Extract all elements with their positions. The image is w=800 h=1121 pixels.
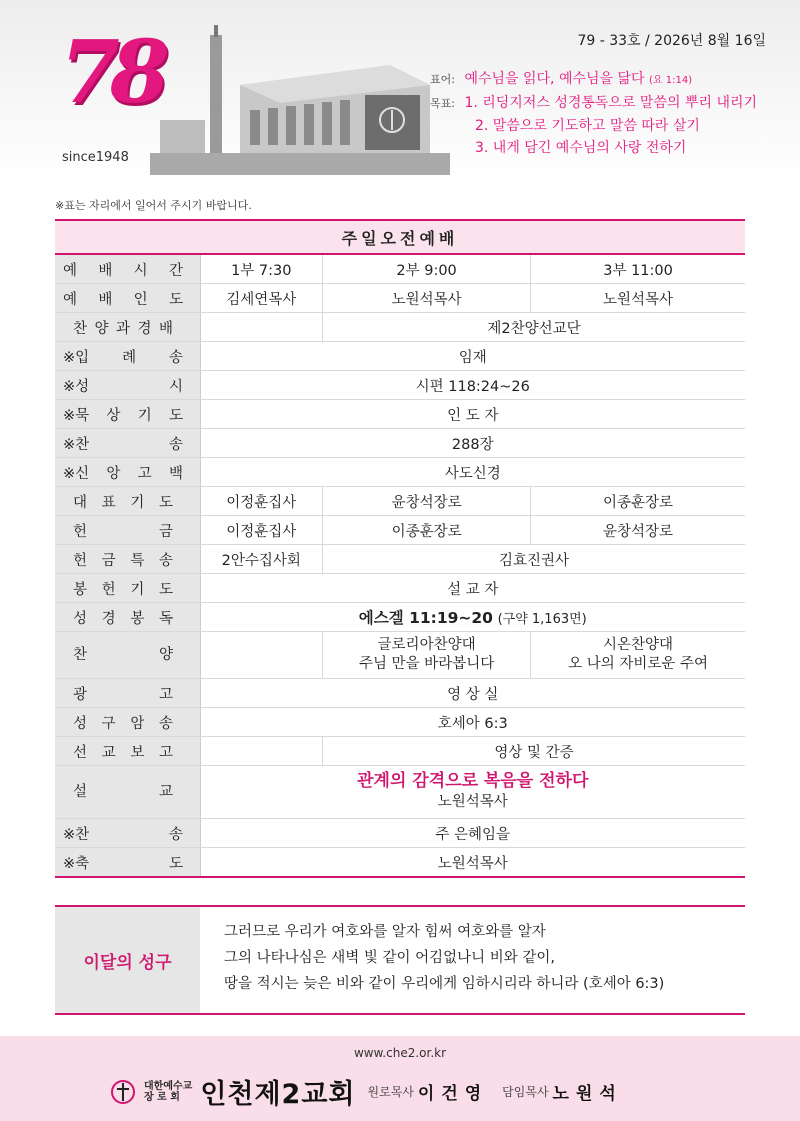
row-label-text: 예 배 시 간 (63, 262, 183, 279)
goal-1: 1. 리딩지저스 성경통독으로 말씀의 뿌리 내리기 (464, 95, 758, 111)
table-row (55, 679, 745, 708)
row-label-text: 봉 헌 기 도 (73, 581, 173, 598)
table-cell (200, 313, 323, 342)
table-cell: 주 은혜임을 (200, 819, 745, 848)
denomination-bottom: 장 로 회 (144, 1091, 180, 1103)
row-label (55, 313, 200, 342)
scripture-page: (구약 1,163면) (497, 612, 587, 627)
row-label-text: 예 배 인 도 (63, 291, 183, 308)
row-label (55, 819, 200, 848)
monthly-verse-label: 이달의 성구 (55, 907, 200, 1013)
row-label-text: ※축 도 (63, 855, 183, 872)
row-label (55, 603, 200, 632)
church-name: 인천제2교회 (200, 1079, 356, 1110)
table-cell: 288장 (200, 429, 745, 458)
table-cell: 영상 및 간증 (323, 737, 745, 766)
table-cell: 노원석목사 (323, 284, 531, 313)
table-cell: 윤창석장로 (531, 516, 745, 545)
table-row (55, 516, 745, 545)
table-row (55, 632, 745, 679)
bulletin-header (0, 0, 800, 185)
goals-label: 목표: (430, 97, 455, 110)
row-label (55, 516, 200, 545)
verse-line: 그의 나타나심은 새벽 빛 같이 어김없나니 비와 같이, (224, 950, 556, 966)
church-emblem-icon (110, 1079, 136, 1105)
table-cell: 이종훈장로 (323, 516, 531, 545)
choir-name: 글로리아찬양대 (377, 637, 476, 653)
table-row (55, 429, 745, 458)
standing-notice: ※표는 자리에서 일어서 주시기 바랍니다. (55, 199, 252, 212)
table-cell: 김효진권사 (323, 545, 745, 574)
verse-line: 그러므로 우리가 여호와를 알자 힘써 여호와를 알자 (224, 924, 546, 940)
row-label (55, 487, 200, 516)
emeritus-label: 원로목사 (367, 1085, 414, 1099)
goal-2: 2. 말씀으로 기도하고 말씀 따라 살기 (475, 118, 700, 134)
row-label (55, 371, 200, 400)
anthem-title: 오 나의 자비로운 주여 (568, 656, 708, 672)
row-label (55, 284, 200, 313)
row-label-text: 대 표 기 도 (73, 494, 173, 511)
table-row (55, 545, 745, 574)
goal-3: 3. 내게 담긴 예수님의 사랑 전하기 (475, 140, 687, 156)
row-label-text: ※신 앙 고 백 (63, 465, 183, 482)
table-cell: 3부 11:00 (531, 254, 745, 284)
anniversary-logo: 78 (60, 22, 160, 123)
table-row (55, 819, 745, 848)
table-cell: 2부 9:00 (323, 254, 531, 284)
church-signature (110, 1072, 637, 1111)
table-cell: 인 도 자 (200, 400, 745, 429)
denomination-top: 대한예수교 (144, 1080, 193, 1092)
row-label-text: ※찬 송 (63, 826, 183, 843)
row-label-text: 성 경 봉 독 (73, 610, 173, 627)
row-label-text: 헌 금 (73, 523, 173, 540)
table-cell (200, 766, 745, 819)
table-cell: 이종훈장로 (531, 487, 745, 516)
emeritus-name: 이건영 (417, 1084, 489, 1104)
monthly-verse (55, 905, 745, 1015)
table-cell: 영 상 실 (200, 679, 745, 708)
row-label-text: ※성 시 (63, 378, 183, 395)
table-cell: 이정훈집사 (200, 487, 323, 516)
table-cell: 윤창석장로 (323, 487, 531, 516)
row-label-text: 헌 금 특 송 (73, 552, 173, 569)
table-row (55, 766, 745, 819)
motto-label: 표어: (430, 73, 455, 86)
row-label (55, 766, 200, 819)
table-cell (323, 632, 531, 679)
row-label (55, 545, 200, 574)
table-row (55, 313, 745, 342)
table-row (55, 458, 745, 487)
table-cell: 사도신경 (200, 458, 745, 487)
motto-text: 예수님을 읽다, 예수님을 닮다 (464, 71, 645, 87)
motto-line (430, 68, 757, 92)
table-row (55, 574, 745, 603)
anthem-title: 주님 만을 바라봅니다 (358, 656, 495, 672)
issue-number: 79 - 33호 / 2026년 8월 16일 (577, 33, 766, 49)
preacher: 노원석목사 (437, 794, 508, 810)
table-cell (200, 603, 745, 632)
row-label (55, 400, 200, 429)
bulletin-footer (0, 1036, 800, 1121)
table-row (55, 487, 745, 516)
row-label (55, 632, 200, 679)
row-label-text: 선 교 보 고 (73, 744, 173, 761)
table-cell: 임재 (200, 342, 745, 371)
row-label (55, 458, 200, 487)
table-cell: 1부 7:30 (200, 254, 323, 284)
table-row (55, 400, 745, 429)
row-label-text: 성 구 암 송 (73, 715, 173, 732)
senior-pastor-label: 담임목사 (502, 1085, 549, 1099)
choir-name: 시온찬양대 (603, 637, 674, 653)
table-cell: 노원석목사 (200, 848, 745, 878)
table-cell (200, 737, 323, 766)
table-cell: 시편 118:24~26 (200, 371, 745, 400)
row-label (55, 574, 200, 603)
motto-block (430, 68, 757, 159)
table-row (55, 254, 745, 284)
table-cell: 노원석목사 (531, 284, 745, 313)
service-title: 주일오전예배 (55, 220, 745, 254)
scripture-reference: 에스겔 11:19~20 (358, 609, 493, 627)
table-row (55, 708, 745, 737)
verse-line: 땅을 적시는 늦은 비와 같이 우리에게 임하시리라 하니라 (호세아 6:3) (224, 976, 665, 992)
motto-reference: (요 1:14) (649, 75, 693, 86)
table-cell: 2안수집사회 (200, 545, 323, 574)
table-row (55, 342, 745, 371)
table-cell (200, 632, 323, 679)
row-label (55, 254, 200, 284)
table-cell: 설 교 자 (200, 574, 745, 603)
table-row (55, 848, 745, 878)
since-text: since1948 (62, 150, 129, 165)
row-label-text: 광 고 (73, 686, 173, 703)
row-label-text: 설 교 (73, 783, 173, 800)
table-row (55, 603, 745, 632)
table-cell: 호세아 6:3 (200, 708, 745, 737)
row-label (55, 848, 200, 878)
row-label-text: ※묵 상 기 도 (63, 407, 183, 424)
table-row (55, 737, 745, 766)
row-label (55, 342, 200, 371)
table-cell: 김세연목사 (200, 284, 323, 313)
table-cell: 제2찬양선교단 (323, 313, 745, 342)
row-label (55, 737, 200, 766)
sermon-title: 관계의 감격으로 복음을 전하다 (357, 771, 589, 791)
row-label-text: ※입 례 송 (63, 349, 183, 366)
row-label (55, 679, 200, 708)
table-row (55, 371, 745, 400)
goal-line (430, 92, 757, 115)
senior-pastor-name: 노원석 (552, 1084, 623, 1104)
denomination (144, 1081, 192, 1103)
service-order-table (55, 219, 745, 878)
table-cell: 이정훈집사 (200, 516, 323, 545)
row-label-text: 찬 양 과 경 배 (73, 320, 173, 337)
table-row (55, 284, 745, 313)
row-label-text: 찬 양 (73, 646, 173, 663)
church-building-illustration (150, 25, 450, 175)
table-cell (531, 632, 745, 679)
monthly-verse-text (200, 907, 745, 1013)
row-label (55, 429, 200, 458)
website-link[interactable]: www.che2.or.kr (353, 1046, 447, 1060)
row-label-text: ※찬 송 (63, 436, 183, 453)
row-label (55, 708, 200, 737)
